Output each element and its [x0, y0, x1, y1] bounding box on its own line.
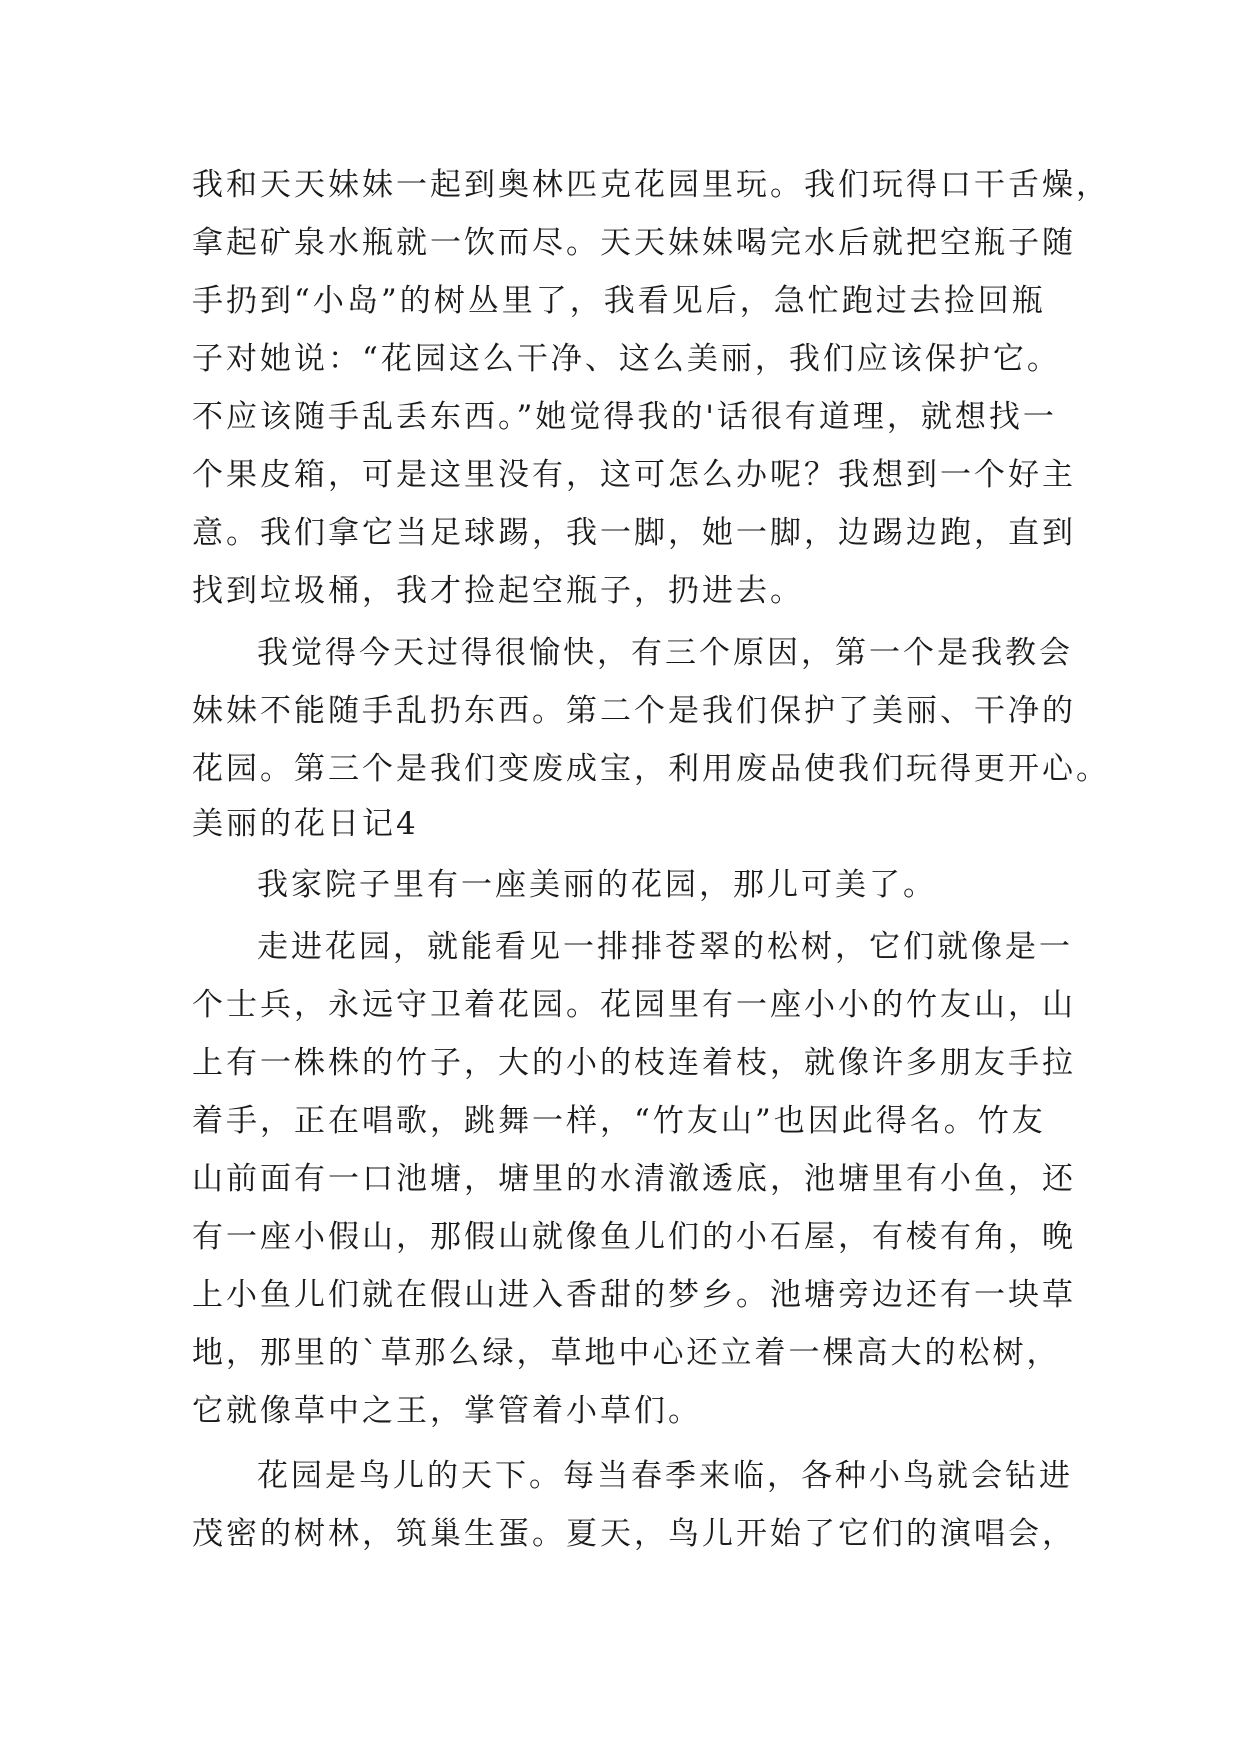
text-line: 找到垃圾桶，我才捡起空瓶子，扔进去。 [192, 573, 804, 609]
text-line: 上小鱼儿们就在假山进入香甜的梦乡。池塘旁边还有一块草 [192, 1277, 1076, 1313]
text-line: 手扔到“小岛”的树丛里了，我看见后，急忙跑过去捡回瓶 [192, 283, 1046, 319]
text-line: 我和天天妹妹一起到奥林匹克花园里玩。我们玩得口干舌燥， [192, 167, 1110, 203]
text-line: 茂密的树林，筑巢生蛋。夏天，鸟儿开始了它们的演唱会， [192, 1516, 1076, 1552]
text-line: 意。我们拿它当足球踢，我一脚，她一脚，边踢边跑，直到 [192, 515, 1076, 551]
text-line: 不应该随手乱丢东西。”她觉得我的'话很有道理，就想找一 [192, 399, 1057, 435]
text-line: 地，那里的`草那么绿，草地中心还立着一棵高大的松树， [192, 1335, 1061, 1371]
section-heading: 美丽的花日记4 [192, 806, 419, 842]
text-line: 我觉得今天过得很愉快，有三个原因，第一个是我教会 [257, 635, 1073, 671]
text-line: 上有一株株的竹子，大的小的枝连着枝，就像许多朋友手拉 [192, 1045, 1076, 1081]
text-line: 我家院子里有一座美丽的花园，那儿可美了。 [257, 867, 937, 903]
text-line: 有一座小假山，那假山就像鱼儿们的小石屋，有棱有角，晚 [192, 1219, 1076, 1255]
text-line: 花园是鸟儿的天下。每当春季来临，各种小鸟就会钻进 [257, 1458, 1073, 1494]
text-line: 妹妹不能随手乱扔东西。第二个是我们保护了美丽、干净的 [192, 693, 1076, 729]
text-line: 个士兵，永远守卫着花园。花园里有一座小小的竹友山，山 [192, 987, 1076, 1023]
text-line: 子对她说：“花园这么干净、这么美丽，我们应该保护它。 [192, 341, 1061, 377]
text-line: 它就像草中之王，掌管着小草们。 [192, 1393, 702, 1429]
text-line: 着手，正在唱歌，跳舞一样，“竹友山”也因此得名。竹友 [192, 1103, 1046, 1139]
text-line: 拿起矿泉水瓶就一饮而尽。天天妹妹喝完水后就把空瓶子随 [192, 225, 1076, 261]
text-line: 花园。第三个是我们变废成宝，利用废品使我们玩得更开心。 [192, 751, 1110, 787]
text-line: 个果皮箱，可是这里没有，这可怎么办呢？我想到一个好主 [192, 457, 1076, 493]
text-line: 走进花园，就能看见一排排苍翠的松树，它们就像是一 [257, 929, 1073, 965]
text-line: 山前面有一口池塘，塘里的水清澈透底，池塘里有小鱼，还 [192, 1161, 1076, 1197]
